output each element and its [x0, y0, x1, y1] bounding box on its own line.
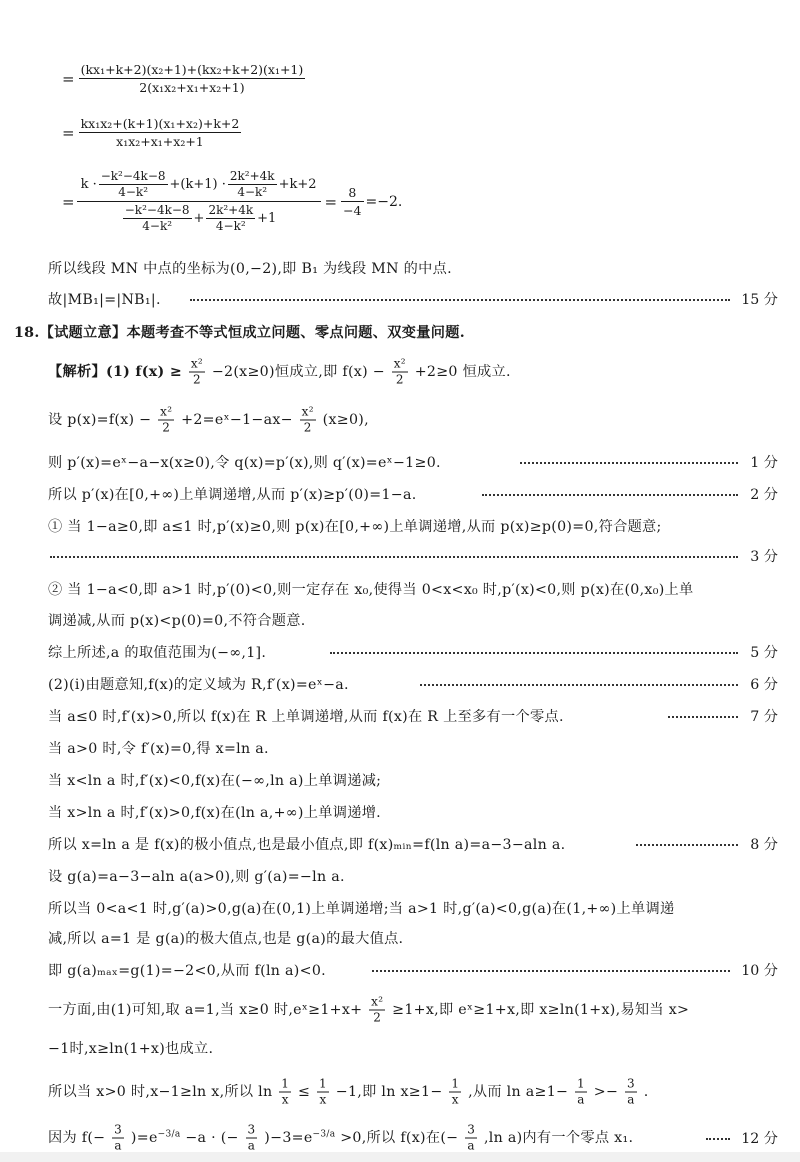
text-segment: +2≥0 恒成立. — [414, 364, 511, 380]
question-heading: 18.【试题立意】本题考查不等式恒成立问题、零点问题、双变量问题. — [14, 325, 465, 341]
text: 所以 x=ln a 是 f(x)的极小值点,也是最小值点,即 f(x)ₘᵢₙ=f(ln a)=a−3−aln a. — [48, 837, 566, 853]
text: ② 当 1−a<0,即 a>1 时,p′(0)<0,则一定存在 x₀,使得当 0<x<x₀ 时,p′(x)<0,则 p(x)在(0,x₀)上单 — [48, 582, 694, 598]
denominator: a — [627, 1092, 635, 1107]
line-conclusion — [0, 283, 800, 315]
score-leader — [668, 716, 738, 718]
text — [48, 1078, 649, 1107]
denominator: 4−k² — [215, 219, 246, 233]
fraction — [341, 185, 363, 218]
line-a-le0 — [0, 700, 800, 732]
denominator: 2 — [162, 420, 171, 435]
line-case2b — [0, 604, 800, 636]
line-analysis — [0, 352, 800, 392]
score: 12 分 — [741, 1131, 778, 1147]
line-deriv — [0, 446, 800, 478]
text-segment: (x≥0), — [322, 412, 369, 428]
line-case1-score — [0, 540, 800, 572]
numerator: 1 — [281, 1076, 290, 1091]
line-midpoint — [0, 252, 800, 284]
text-segment: 所以当 x>0 时,x−1≥ln x,所以 ln — [48, 1084, 273, 1100]
line-ln-ineq — [0, 1072, 800, 1112]
numerator: 3 — [114, 1122, 123, 1137]
line-summary — [0, 636, 800, 668]
line-case1 — [0, 510, 800, 542]
fraction-3-over-a — [465, 1124, 477, 1153]
score-leader — [420, 684, 738, 686]
text: 综上所述,a 的取值范围为(−∞,1]. — [48, 645, 267, 661]
text-segment: −2(x≥0)恒成立,即 f(x) − — [211, 364, 385, 380]
fraction-half — [189, 358, 205, 387]
line-g-mono-b — [0, 922, 800, 954]
numerator: 2k²+4k — [208, 203, 254, 217]
fraction-3-over-a — [246, 1124, 258, 1153]
text: (2)(i)由题意知,f(x)的定义域为 R,f′(x)=eˣ−a. — [48, 677, 349, 693]
exponent: −3/a — [312, 1129, 336, 1140]
numerator: x² — [160, 404, 173, 419]
denominator: a — [467, 1138, 475, 1153]
numerator: 2k²+4k — [229, 169, 275, 183]
fraction-1-over-x — [317, 1078, 329, 1107]
text: 减,所以 a=1 是 g(a)的极大值点,也是 g(a)的最大值点. — [48, 931, 404, 947]
text: 当 a≤0 时,f′(x)>0,所以 f(x)在 R 上单调递增,从而 f(x)在 R 上至多有一个零点. — [48, 709, 564, 725]
text — [48, 1124, 633, 1153]
score: 10 分 — [741, 963, 778, 979]
text-segment: ,从而 ln a≥1− — [468, 1084, 569, 1100]
text-segment: >− — [593, 1084, 619, 1100]
numerator: 3 — [626, 1076, 635, 1091]
text-segment: )=e — [130, 1130, 158, 1146]
fraction — [99, 170, 168, 199]
text-segment: +2=eˣ−1−ax− — [181, 412, 293, 428]
term-k-plus-1: +(k+1) · — [169, 177, 226, 192]
text: 则 p′(x)=eˣ−a−x(x≥0),令 q(x)=p′(x),则 q′(x)=eˣ−1≥0. — [48, 455, 441, 471]
score-leader — [50, 556, 738, 558]
text: 所以当 0<a<1 时,g′(a)>0,g(a)在(0,1)上单调递增;当 a>1 时,g′(a)<0,g(a)在(1,+∞)上单调递 — [48, 901, 675, 917]
score-leader — [372, 970, 730, 972]
fraction-1-over-a — [575, 1078, 587, 1107]
fraction-half — [158, 406, 174, 435]
exponent: −3/a — [157, 1129, 181, 1140]
denominator: x — [281, 1092, 289, 1107]
text — [48, 406, 369, 435]
line-g-max — [0, 954, 800, 986]
text: 当 a>0 时,令 f′(x)=0,得 x=ln a. — [48, 741, 269, 757]
denominator: 2 — [303, 420, 312, 435]
text-segment: −a · (− — [185, 1130, 239, 1146]
score: 1 分 — [750, 455, 778, 471]
score: 6 分 — [750, 677, 778, 693]
line-lt-ln — [0, 764, 800, 796]
text — [48, 358, 511, 387]
text-segment: 设 p(x)=f(x) − — [48, 412, 152, 428]
denominator: a — [114, 1138, 122, 1153]
text-segment: ≤ — [298, 1084, 311, 1100]
fraction-1-over-x — [279, 1078, 291, 1107]
text-segment: −1,即 ln x≥1− — [335, 1084, 443, 1100]
score: 5 分 — [750, 645, 778, 661]
denominator: a — [247, 1138, 256, 1153]
line-g-mono-a — [0, 892, 800, 924]
text-segment: 因为 f(− — [48, 1130, 106, 1146]
derivation-step-3: = k · $\frac{\text{−k²−4k−8}}{\text{4−k²}}$ +(k+1) · $\frac{\text{2k²+4k}}{\text{4−k²}}$ +k+2 $\frac{\text{−k²−4k−8}}{\text{4−k²}}$ + $\frac{\text{2k²+4k}}{\text{4−k²}}$ +1 = $\frac{8}{-4}$ =−2. — [62, 169, 403, 233]
term-plus-1: +1 — [257, 211, 277, 226]
equals-sign: = — [324, 192, 338, 211]
text — [48, 996, 689, 1025]
score: 15 分 — [741, 292, 778, 308]
line-p2 — [0, 668, 800, 700]
text: 故|MB₁|=|NB₁|. — [48, 292, 161, 308]
denominator: 2 — [373, 1010, 382, 1025]
denominator: 4−k² — [142, 219, 173, 233]
score: 2 分 — [750, 487, 778, 503]
text-segment: ≥1+x,即 eˣ≥1+x,即 x≥ln(1+x),易知当 x> — [392, 1002, 690, 1018]
text-segment: )−3=e — [264, 1130, 313, 1146]
denominator: x — [319, 1092, 327, 1107]
factor-k: k · — [80, 177, 97, 192]
page-bottom-edge — [0, 1152, 800, 1162]
text: 设 g(a)=a−3−aln a(a>0),则 g′(a)=−ln a. — [48, 869, 345, 885]
numerator: −k²−4k−8 — [100, 169, 166, 183]
line-set-p — [0, 400, 800, 440]
line-oneside — [0, 990, 800, 1030]
text-segment: ,ln a)内有一个零点 x₁. — [483, 1130, 634, 1146]
derivation-step-1: = $\frac{\text{(kx₁+k+2)(x₂+1)+(kx₂+k+2)(x₁+1)}}{\text{2(x₁x₂+x₁+x₂+1)}}$ — [62, 62, 304, 95]
numerator: x² — [393, 356, 406, 371]
score-leader — [330, 652, 738, 654]
score-leader — [482, 494, 738, 496]
derivation-step-2: = $\frac{\text{kx₁x₂+(k+1)(x₁+x₂)+k+2}}{\text{x₁x₂+x₁+x₂+1}}$ — [62, 116, 240, 149]
denominator: −4 — [343, 203, 362, 218]
numerator: 1 — [577, 1076, 585, 1091]
denominator: 2 — [395, 372, 404, 387]
numerator: 1 — [319, 1076, 327, 1091]
fraction-half — [392, 358, 408, 387]
numerator: x² — [301, 404, 314, 419]
line-a-gt0 — [0, 732, 800, 764]
numerator: 1 — [451, 1076, 460, 1091]
text-segment: 一方面,由(1)可知,取 a=1,当 x≥0 时,eˣ≥1+x+ — [48, 1002, 363, 1018]
denominator: x — [451, 1092, 459, 1107]
fraction-half — [369, 996, 385, 1025]
result: =−2. — [365, 193, 403, 210]
term-tail: +k+2 — [278, 177, 317, 192]
denominator: 4−k² — [118, 185, 149, 199]
score-leader — [190, 299, 730, 301]
fraction — [228, 170, 277, 199]
denominator: 2(x₁x₂+x₁+x₂+1) — [139, 80, 245, 95]
text: 当 x<ln a 时,f′(x)<0,f(x)在(−∞,ln a)上单调递减; — [48, 773, 382, 789]
fraction-3-over-a — [112, 1124, 124, 1153]
line-q18 — [0, 316, 800, 348]
denominator: a — [577, 1092, 585, 1107]
line-oneside-c — [0, 1032, 800, 1064]
analysis-label: 【解析】(1) f(x) ≥ — [48, 364, 183, 380]
fraction-3-over-a — [625, 1078, 637, 1107]
denominator: 2 — [192, 372, 201, 387]
fraction-half — [300, 406, 316, 435]
numerator: x² — [190, 356, 204, 371]
line-g-def — [0, 860, 800, 892]
score: 8 分 — [750, 837, 778, 853]
line-mono — [0, 478, 800, 510]
numerator: −k²−4k−8 — [124, 203, 190, 217]
fraction — [79, 62, 306, 95]
score-leader — [706, 1138, 730, 1140]
text: 调递减,从而 p(x)<p(0)=0,不符合题意. — [48, 613, 306, 629]
fraction — [123, 204, 192, 233]
line-case2a — [0, 573, 800, 605]
fraction — [206, 204, 255, 233]
line-gt-ln — [0, 796, 800, 828]
numerator: x² — [371, 994, 384, 1009]
text: 即 g(a)ₘₐₓ=g(1)=−2<0,从而 f(ln a)<0. — [48, 963, 326, 979]
score: 3 分 — [750, 549, 778, 565]
text-segment: . — [643, 1084, 649, 1100]
score-leader — [520, 462, 738, 464]
text: −1时,x≥ln(1+x)也成立. — [48, 1041, 214, 1057]
fraction-bar — [77, 201, 321, 202]
plus-sign: + — [193, 211, 205, 226]
fraction — [79, 116, 242, 149]
fraction-1-over-x — [449, 1078, 461, 1107]
text: 当 x>ln a 时,f′(x)>0,f(x)在(ln a,+∞)上单调递增. — [48, 805, 381, 821]
denominator: x₁x₂+x₁+x₂+1 — [116, 134, 204, 149]
text-segment: >0,所以 f(x)在(− — [340, 1130, 459, 1146]
denominator: 4−k² — [237, 185, 268, 199]
line-min — [0, 828, 800, 860]
numerator: kx₁x₂+(k+1)(x₁+x₂)+k+2 — [80, 116, 240, 131]
numerator: 3 — [247, 1122, 256, 1137]
text: 所以 p′(x)在[0,+∞)上单调递增,从而 p′(x)≥p′(0)=1−a. — [48, 487, 417, 503]
numerator: 8 — [341, 185, 363, 202]
score: 7 分 — [750, 709, 778, 725]
numerator: 3 — [467, 1122, 476, 1137]
text: ① 当 1−a≥0,即 a≤1 时,p′(x)≥0,则 p(x)在[0,+∞)上单调递增,从而 p(x)≥p(0)=0,符合题意; — [48, 519, 662, 535]
compound-fraction — [77, 170, 321, 233]
text: 所以线段 MN 中点的坐标为(0,−2),即 B₁ 为线段 MN 的中点. — [48, 261, 452, 277]
numerator: (kx₁+k+2)(x₂+1)+(kx₂+k+2)(x₁+1) — [80, 62, 304, 77]
score-leader — [636, 844, 738, 846]
